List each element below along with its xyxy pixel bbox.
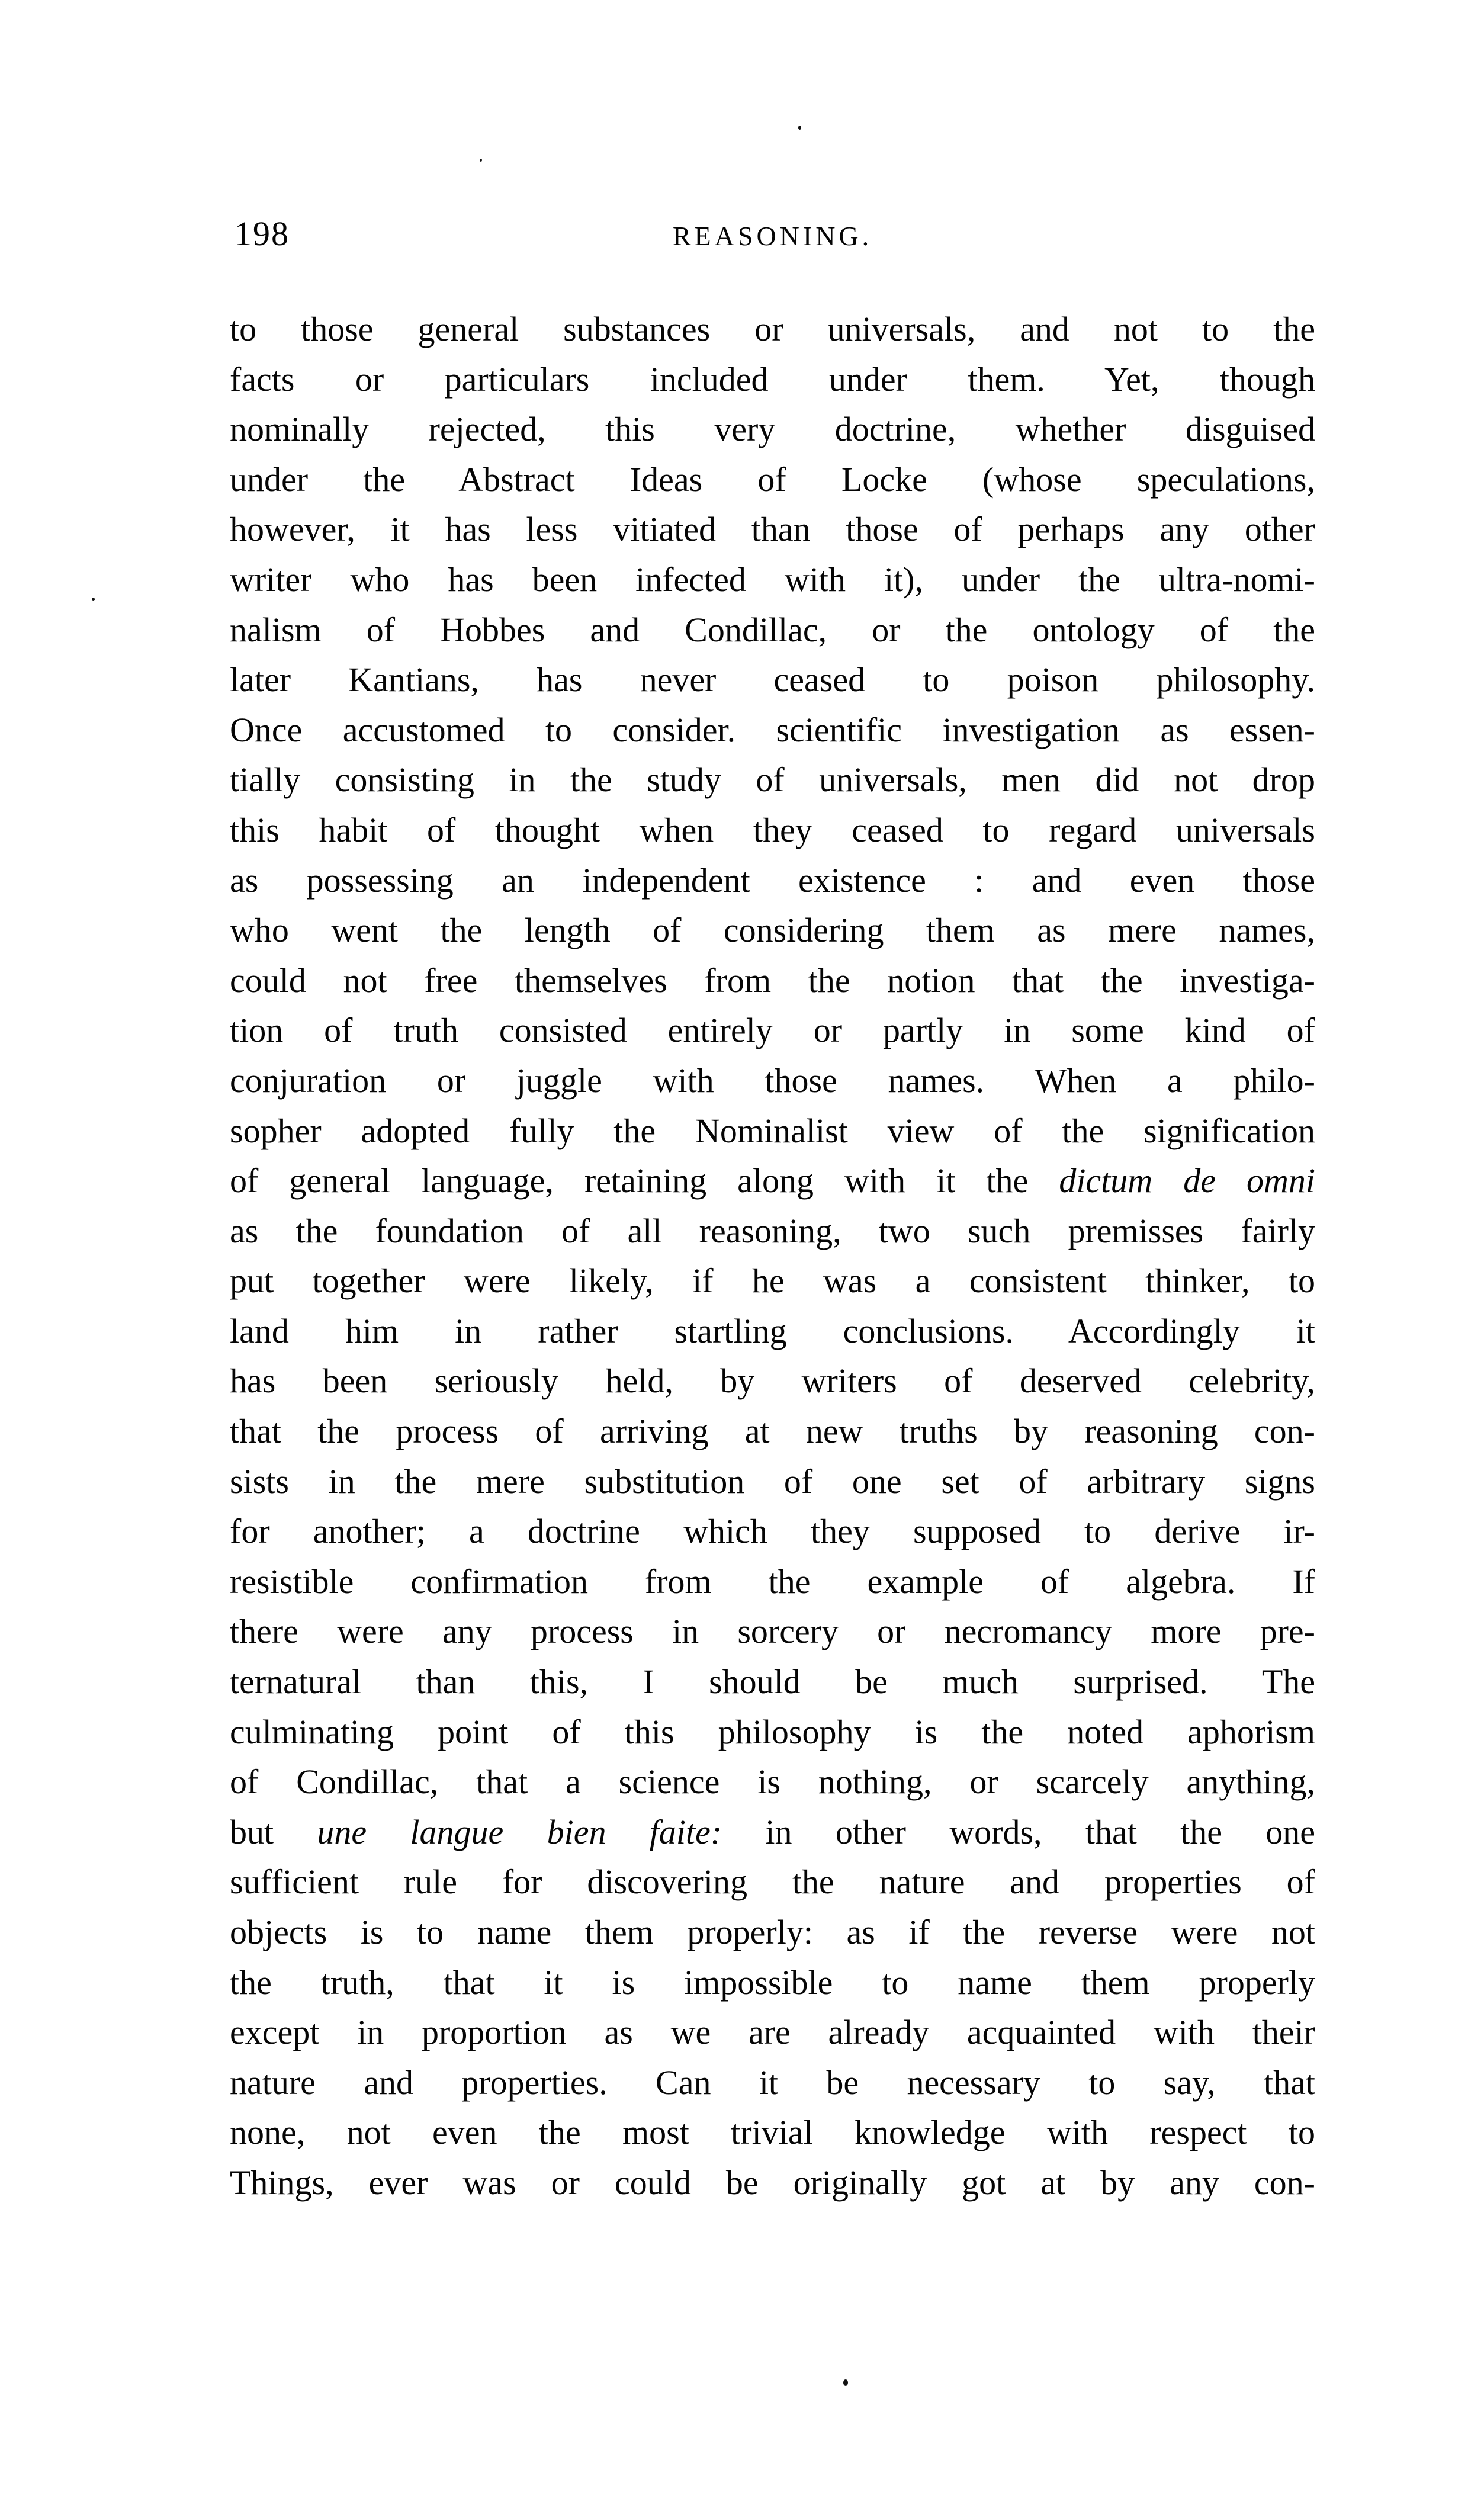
- running-head: REASONING.: [672, 221, 873, 251]
- text-line: to those general substances or universals, and not to the: [230, 310, 1315, 348]
- text-line: there were any process in sorcery or necromancy more pre-: [230, 1612, 1315, 1651]
- text-line: later Kantians, has never ceased to poison philosophy.: [230, 660, 1315, 699]
- text-line: sists in the mere substitution of one set of arbitrary signs: [230, 1462, 1315, 1501]
- text-line: who went the length of considering them as mere names,: [230, 911, 1315, 950]
- text-line: as the foundation of all reasoning, two such premisses fairly: [230, 1211, 1315, 1250]
- text-line: sopher adopted fully the Nominalist view of the signification: [230, 1111, 1315, 1150]
- text-line: for another; a doctrine which they supposed to derive ir-: [230, 1512, 1315, 1551]
- text-line: none, not even the most trivial knowledge with respect to: [230, 2113, 1315, 2152]
- text-line: tion of truth consisted entirely or partly in some kind of: [230, 1011, 1315, 1050]
- text-line: nalism of Hobbes and Condillac, or the ontology of the: [230, 610, 1315, 649]
- text-line: as possessing an independent existence : and even those: [230, 860, 1315, 900]
- text-line: of Condillac, that a science is nothing, or scarcely anything,: [230, 1762, 1315, 1801]
- ink-speck: [843, 2379, 848, 2386]
- text-line: the truth, that it is impossible to name them properly: [230, 1963, 1315, 2002]
- body-text: [230, 304, 1315, 2208]
- text-line: has been seriously held, by writers of deserved celebrity,: [230, 1361, 1315, 1401]
- page-header: [230, 214, 1315, 262]
- ink-speck: [92, 598, 95, 601]
- text-line: Once accustomed to consider. scientific investigation as essen-: [230, 710, 1315, 749]
- text-line: facts or particulars included under them. Yet, though: [230, 359, 1315, 399]
- text-line: except in proportion as we are already acquainted with their: [230, 2013, 1315, 2052]
- ink-speck: [480, 159, 482, 162]
- text-line: of general language, retaining along with it the dictum de omni: [230, 1161, 1315, 1200]
- text-line: that the process of arriving at new truths by reasoning con-: [230, 1412, 1315, 1451]
- ink-speck: [798, 126, 801, 130]
- text-line: culminating point of this philosophy is the noted aphorism: [230, 1712, 1315, 1751]
- text-line: ternatural than this, I should be much surprised. The: [230, 1662, 1315, 1701]
- text-line: land him in rather startling conclusions. Accordingly it: [230, 1311, 1315, 1350]
- text-line: under the Abstract Ideas of Locke (whose speculations,: [230, 460, 1315, 499]
- text-line: tially consisting in the study of universals, men did not drop: [230, 760, 1315, 799]
- text-line: resistible confirmation from the example of algebra. If: [230, 1562, 1315, 1601]
- text-line: conjuration or juggle with those names. When a philo-: [230, 1061, 1315, 1100]
- text-line: sufficient rule for discovering the nature and properties of: [230, 1862, 1315, 1902]
- text-line: nature and properties. Can it be necessary to say, that: [230, 2063, 1315, 2102]
- text-line: this habit of thought when they ceased to regard universals: [230, 810, 1315, 849]
- text-line: however, it has less vitiated than those of perhaps any other: [230, 510, 1315, 549]
- page-number: 198: [235, 214, 290, 253]
- text-line: writer who has been infected with it), under the ultra-nomi-: [230, 560, 1315, 599]
- text-line: could not free themselves from the notion that the investiga-: [230, 961, 1315, 1000]
- text-line: but une langue bien faite: in other words, that the one: [230, 1812, 1315, 1851]
- text-line: nominally rejected, this very doctrine, whether disguised: [230, 410, 1315, 449]
- text-line: put together were likely, if he was a consistent thinker, to: [230, 1261, 1315, 1300]
- text-line: objects is to name them properly: as if the reverse were not: [230, 1913, 1315, 1951]
- text-line: Things, ever was or could be originally got at by any con-: [230, 2163, 1315, 2202]
